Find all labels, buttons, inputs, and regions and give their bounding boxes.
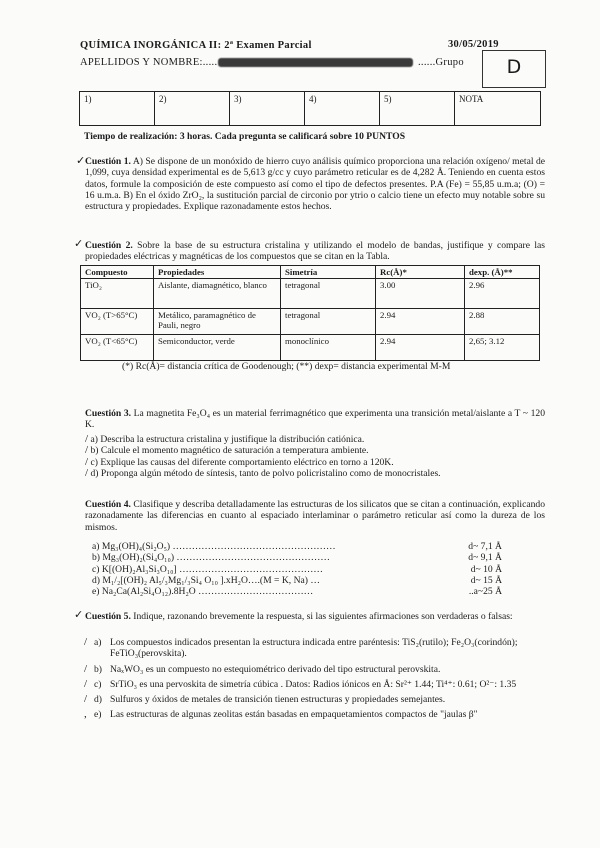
table-cell: 2,65; 3.12 — [465, 335, 540, 361]
question-3-items — [85, 434, 545, 479]
check-mark-icon: ✓ — [74, 609, 84, 621]
table-header-row — [81, 266, 540, 279]
check-mark-icon: ✓ — [74, 238, 84, 250]
question-4-intro: Clasifique y describa detalladamente las estructuras de los silicatos que se citan a continuación, explicando razonadamente las diferencias en cuanto al espaciado interlaminar o parámetro reticular así como la dureza de los mismos. — [85, 499, 545, 533]
table-cell: 2.88 — [465, 309, 540, 335]
list-item: , e) Las estructuras de algunas zeolitas están basadas en empaquetamientos compactos de "jaulas β" — [84, 708, 478, 721]
group-label: ......Grupo — [418, 57, 464, 68]
table-cell: VO₂ (T<65°C) — [81, 335, 154, 361]
table-cell: tetragonal — [281, 309, 376, 335]
question-2-text: Sobre la base de su estructura cristalina y utilizando el modelo de bandas, justifique y compare las propiedades eléctricas y magnéticas de los compuestos que se citan en la Tabla. — [85, 240, 545, 263]
list-item: / c) SrTiO₃ es una pervoskita de simetría cúbica . Datos: Radios iónicos en Å: Sr²⁺ 1.44; Ti⁴⁺: 0.61; O²⁻: 1.35 — [84, 677, 517, 690]
table-row — [81, 309, 540, 335]
check-mark-icon: ✓ — [76, 155, 86, 167]
question-3-item-d: d) Proponga algún método de síntesis, tanto de polvo policristalino como de monocristales. — [90, 467, 441, 479]
question-3-intro: La magnetita Fe₃O₄ es un material ferrimagnético que experimenta una transición metal/aislante a T ~ 120 K. — [85, 408, 545, 431]
list-item: / b) Calcule el momento magnético de saturación a temperatura ambiente. — [85, 444, 369, 457]
question-4-label: Cuestión 4. — [85, 499, 131, 510]
question-4-items — [92, 541, 502, 597]
question-5 — [85, 611, 545, 622]
question-1-part-b: B) En el óxido ZrO₂, la sustitución parcial de circonio por ytrio o calcio tiene un efecto muy notable sobre su estructura y propiedades. Explique razonadamente estos hechos. — [85, 189, 545, 213]
answer-box-5: 5) — [380, 92, 455, 126]
answer-box-1: 1) — [80, 92, 155, 126]
list-item: / d) Sulfuros y óxidos de metales de transición tienen estructuras y propiedades semejantes. — [84, 693, 446, 706]
question-3-item-c: c) Explique las causas del diferente comportamiento eléctrico en torno a 120K. — [90, 456, 394, 468]
answer-box-3: 3) — [230, 92, 305, 126]
list-item: / a) Describa la estructura cristalina y justifique la distribución catiónica. — [85, 433, 365, 445]
time-note: Tiempo de realización: 3 horas. Cada pregunta se calificará sobre 10 PUNTOS — [84, 131, 406, 142]
table-row — [81, 279, 540, 309]
question-2-label: Cuestión 2. — [85, 240, 133, 251]
question-1-part-a: A) Se dispone de un monóxido de hierro cuyo análisis químico proporciona una relación oxígeno/ metal de 1,099, cuya densidad experimental es de 5,613 g/cc y cuyo parámetro reticular es de 4,282 Å. Teniendo en cuenta estos datos, formule la composición de este compuesto así como el tipo de defectos presentes. P.A (Fe) = 55,85 u.m.a; (O) = 16 u.m.a. — [85, 156, 545, 201]
question-5-label: Cuestión 5. — [85, 611, 131, 622]
table-header: Propiedades — [154, 266, 281, 279]
table-header: Simetría — [281, 266, 376, 279]
name-label: APELLIDOS Y NOMBRE:..... — [80, 57, 218, 68]
grade-box: NOTA — [455, 92, 541, 126]
list-item: / d) Proponga algún método de síntesis, tanto de polvo policristalino como de monocristales. — [85, 466, 441, 479]
question-3-label: Cuestión 3. — [85, 408, 132, 419]
table-cell: 2.94 — [376, 309, 465, 335]
table-header: Rc(Å)* — [376, 266, 465, 279]
question-1 — [85, 156, 545, 212]
list-item: / c) Explique las causas del diferente comportamiento eléctrico en torno a 120K. — [85, 455, 394, 468]
table-footnote: (*) Rc(Å)= distancia crítica de Goodenough; (**) dexp= distancia experimental M-M — [122, 361, 451, 372]
list-item: d) M₁/₂[(OH)₂ Al₅/₃Mg₁/₃Si₄ O₁₀ ].xH₂O….(M = K, Na) … d~ 15 Å — [92, 574, 502, 586]
properties-table — [80, 265, 540, 361]
question-5-intro: Indique, razonando brevemente la respuesta, si las siguientes afirmaciones son verdaderas o falsas: — [133, 611, 513, 622]
table-cell: 2.96 — [465, 279, 540, 309]
question-3 — [85, 408, 545, 431]
table-header: Compuesto — [81, 266, 154, 279]
table-cell: 3.00 — [376, 279, 465, 309]
question-3-item-b: b) Calcule el momento magnético de saturación a temperatura ambiente. — [90, 445, 369, 457]
list-item: a) Mg₃(OH)₄(Si₂O₅) …………………………………………… d~ 7,1 Å — [92, 541, 502, 552]
table-cell: Semiconductor, verde — [154, 335, 281, 361]
table-row — [81, 335, 540, 361]
question-1-label: Cuestión 1. — [85, 156, 131, 167]
table-cell: VO₂ (T>65°C) — [81, 309, 154, 335]
table-cell: Metálico, paramagnético de Pauli, negro — [154, 309, 281, 335]
group-value: D — [506, 56, 522, 78]
question-5-items — [84, 637, 544, 725]
table-header: dexp. (Å)** — [465, 266, 540, 279]
question-2 — [85, 240, 545, 263]
exam-date: 30/05/2019 — [448, 39, 499, 50]
question-3-item-a: a) Describa la estructura cristalina y justifique la distribución catiónica. — [90, 434, 365, 445]
redacted-name — [218, 58, 413, 67]
answer-box-2: 2) — [155, 92, 230, 126]
list-item: / b) NaₓWO₃ es un compuesto no estequiométrico derivado del tipo estructural perovskita. — [84, 662, 441, 675]
table-cell: Aislante, diamagnético, blanco — [154, 279, 281, 309]
group-box — [482, 50, 546, 88]
table-cell: TiO₂ — [81, 279, 154, 309]
table-cell: 2.94 — [376, 335, 465, 361]
list-item: c) K[(OH)₂Al₃Si₃O₁₀] ……………………………………… d~ 10 Å — [92, 563, 502, 575]
list-item: e) Na₂Ca(Al₂Si₄O₁₂).8H₂O ……………………………… ..a~25 Å — [92, 586, 502, 598]
answer-boxes-table — [79, 91, 541, 126]
answer-box-4: 4) — [305, 92, 380, 126]
list-item: b) Mg₃(OH)₂(Si₄O₁₀) ………………………………………… d~ 9,1 Å — [92, 552, 502, 564]
table-cell: monoclínico — [281, 335, 376, 361]
table-cell: tetragonal — [281, 279, 376, 309]
exam-title: QUÍMICA INORGÁNICA II: 2ª Examen Parcial — [80, 40, 312, 51]
list-item: / a) Los compuestos indicados presentan la estructura indicada entre paréntesis: TiS₂(rutilo); Fe₂O₃(corindón); FeTiO₃(perovskita). — [84, 636, 518, 660]
question-4 — [85, 499, 545, 533]
